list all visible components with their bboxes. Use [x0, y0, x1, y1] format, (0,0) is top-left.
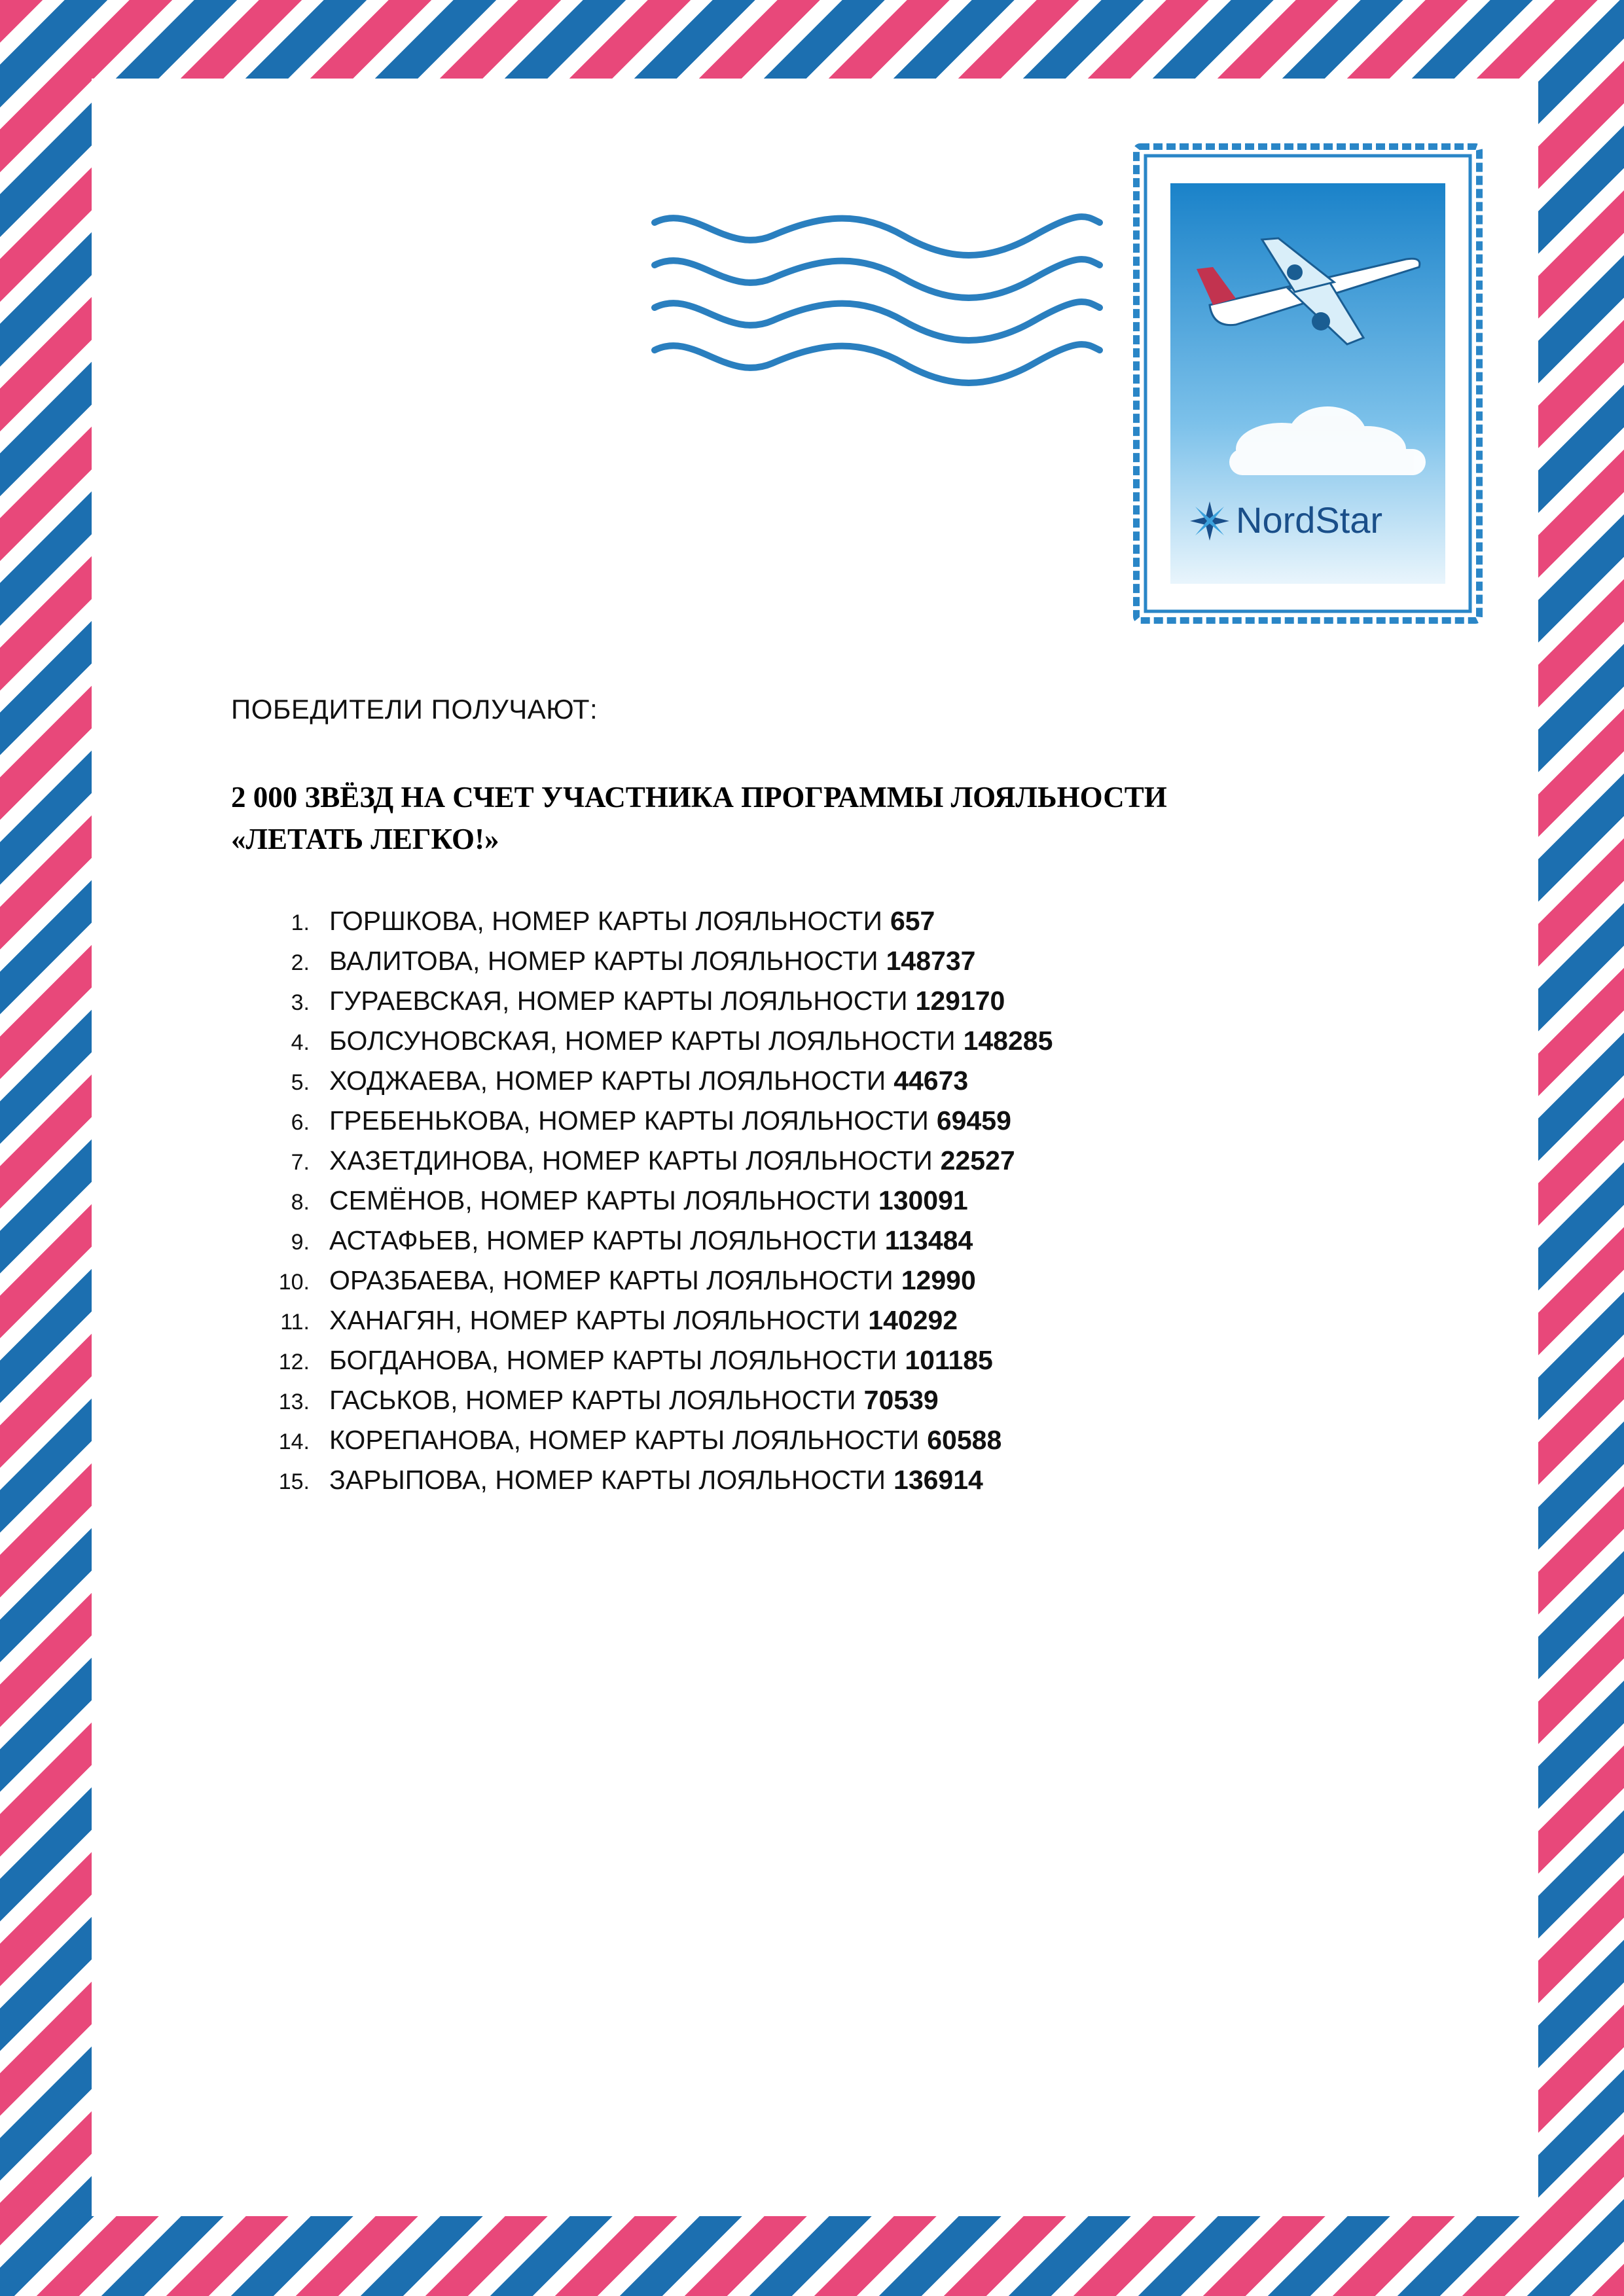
winner-card-number: 70539 [863, 1385, 939, 1415]
winner-card-number: 136914 [893, 1465, 983, 1495]
winner-name: БОЛСУНОВСКАЯ, НОМЕР КАРТЫ ЛОЯЛЬНОСТИ [329, 1026, 956, 1056]
list-item [231, 1026, 1475, 1066]
winner-name: ГРЕБЕНЬКОВА, НОМЕР КАРТЫ ЛОЯЛЬНОСТИ [329, 1105, 929, 1136]
winner-card-number: 140292 [868, 1305, 958, 1335]
list-item [231, 1465, 1475, 1505]
nordstar-star-logo-icon [1190, 501, 1229, 541]
winner-number: 4. [291, 1030, 310, 1055]
stamp-brand: NordStar [1236, 499, 1383, 541]
winner-number: 9. [291, 1230, 310, 1255]
winner-number: 3. [291, 990, 310, 1015]
winner-name: ХОДЖАЕВА, НОМЕР КАРТЫ ЛОЯЛЬНОСТИ [329, 1066, 886, 1096]
list-item [231, 1105, 1475, 1145]
winner-number: 10. [278, 1270, 310, 1295]
winner-name: ВАЛИТОВА, НОМЕР КАРТЫ ЛОЯЛЬНОСТИ [329, 946, 878, 976]
winner-card-number: 148285 [963, 1026, 1053, 1056]
winner-card-number: 129170 [915, 986, 1005, 1016]
winner-number: 6. [291, 1110, 310, 1135]
winner-number: 13. [278, 1390, 310, 1414]
winner-name: БОГДАНОВА, НОМЕР КАРТЫ ЛОЯЛЬНОСТИ [329, 1345, 897, 1375]
winner-number: 8. [291, 1190, 310, 1215]
list-item [231, 1225, 1475, 1265]
winner-name: ХАНАГЯН, НОМЕР КАРТЫ ЛОЯЛЬНОСТИ [329, 1305, 861, 1335]
winner-card-number: 12990 [901, 1265, 976, 1295]
winner-card-number: 101185 [905, 1345, 993, 1375]
prize-heading-line-2: «ЛЕТАТЬ ЛЕГКО!» [231, 823, 499, 855]
winner-name: ЗАРЫПОВА, НОМЕР КАРТЫ ЛОЯЛЬНОСТИ [329, 1465, 886, 1495]
winner-card-number: 60588 [927, 1425, 1002, 1455]
winner-card-number: 22527 [940, 1145, 1015, 1175]
list-item [231, 1265, 1475, 1305]
winner-name: ГАСЬКОВ, НОМЕР КАРТЫ ЛОЯЛЬНОСТИ [329, 1385, 856, 1415]
winner-name: ГОРШКОВА, НОМЕР КАРТЫ ЛОЯЛЬНОСТИ [329, 906, 882, 936]
winner-name: ХАЗЕТДИНОВА, НОМЕР КАРТЫ ЛОЯЛЬНОСТИ [329, 1145, 933, 1175]
winner-card-number: 148737 [886, 946, 976, 976]
list-item [231, 1066, 1475, 1105]
list-item [231, 1185, 1475, 1225]
list-item [231, 1305, 1475, 1345]
winner-name: ГУРАЕВСКАЯ, НОМЕР КАРТЫ ЛОЯЛЬНОСТИ [329, 986, 908, 1016]
winner-card-number: 113484 [884, 1225, 973, 1255]
list-item [231, 946, 1475, 986]
winner-card-number: 657 [890, 906, 935, 936]
winner-card-number: 69459 [936, 1105, 1011, 1136]
winner-card-number: 44673 [893, 1066, 969, 1096]
winner-number: 2. [291, 950, 310, 975]
winner-number: 5. [291, 1070, 310, 1095]
winner-number: 14. [278, 1429, 310, 1454]
list-item [231, 1425, 1475, 1465]
prize-heading [231, 776, 1475, 860]
letter-content [231, 694, 1475, 1505]
intro-text: ПОБЕДИТЕЛИ ПОЛУЧАЮТ: [231, 694, 598, 725]
list-item [231, 1385, 1475, 1425]
wavy-postmark-lines-icon [648, 209, 1106, 393]
winner-name: СЕМЁНОВ, НОМЕР КАРТЫ ЛОЯЛЬНОСТИ [329, 1185, 871, 1215]
list-item [231, 1145, 1475, 1185]
list-item [231, 986, 1475, 1026]
list-item [231, 906, 1475, 946]
nordstar-stamp [1131, 141, 1485, 626]
winner-number: 12. [278, 1350, 310, 1374]
winner-number: 1. [291, 910, 310, 935]
list-item [231, 1345, 1475, 1385]
winner-card-number: 130091 [878, 1185, 968, 1215]
winner-number: 15. [278, 1469, 310, 1494]
winner-name: КОРЕПАНОВА, НОМЕР КАРТЫ ЛОЯЛЬНОСТИ [329, 1425, 920, 1455]
winner-name: АСТАФЬЕВ, НОМЕР КАРТЫ ЛОЯЛЬНОСТИ [329, 1225, 877, 1255]
winners-list [231, 906, 1475, 1505]
winner-number: 11. [280, 1310, 310, 1335]
winner-number: 7. [291, 1150, 310, 1175]
prize-heading-line-1: 2 000 ЗВЁЗД НА СЧЕТ УЧАСТНИКА ПРОГРАММЫ ЛОЯЛЬНОСТИ [231, 781, 1167, 814]
winner-name: ОРАЗБАЕВА, НОМЕР КАРТЫ ЛОЯЛЬНОСТИ [329, 1265, 893, 1295]
